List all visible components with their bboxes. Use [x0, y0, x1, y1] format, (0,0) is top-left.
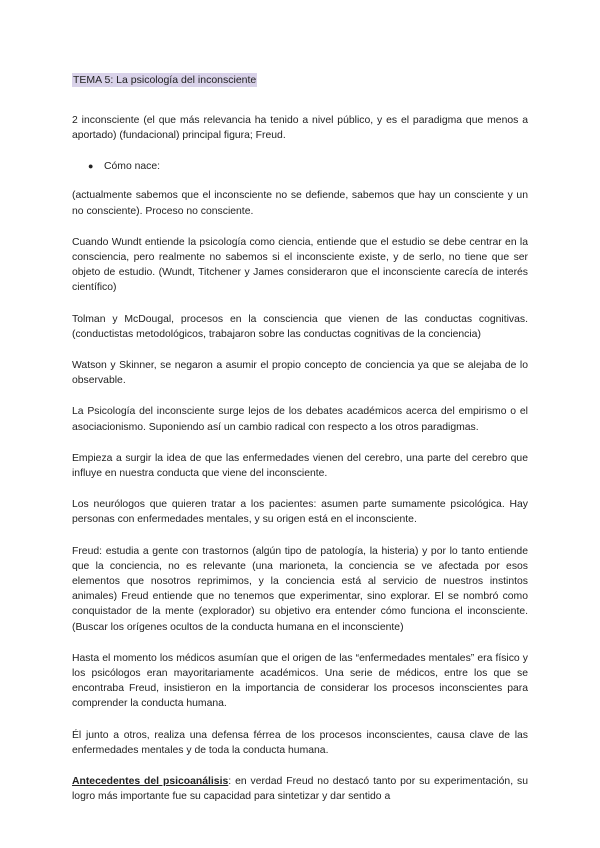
- paragraph: Él junto a otros, realiza una defensa férrea de los procesos inconscientes, causa clave de las enfermedades mentales y de toda la conducta humana.: [72, 729, 528, 756]
- paragraph: (actualmente sabemos que el inconsciente no se defiende, sabemos que hay un consciente y un no consciente). Proceso no consciente.: [72, 190, 528, 217]
- list-item: [88, 159, 528, 174]
- paragraph: Freud: estudia a gente con trastornos (algún tipo de patología, la histeria) y por lo tanto entiende que la conciencia, no es relevante (una marioneta, la conciencia se ve afectada por esos elementos que nosotros reprimimos, y la conciencia está al servicio de nuestros instintos animales) Freud entiende que no tenemos que experimentar, sino explorar. El se nombró como conquistador de la mente (explorador) su objetivo era entender cómo funciona el inconsciente. (Buscar los orígenes ocultos de la conducta humana en el inconsciente): [72, 545, 528, 633]
- paragraph: Watson y Skinner, se negaron a asumir el propio concepto de conciencia ya que se alejaba de lo observable.: [72, 360, 528, 387]
- paragraph: Cuando Wundt entiende la psicología como ciencia, entiende que el estudio se debe centrar en la consciencia, pero realmente no sabemos si el inconsciente existe, y de serlo, no tiene que ser objeto de estudio. (Wundt, Titchener y James consideraron que el inconsciente carecía de interés científico): [72, 236, 528, 294]
- bullet-list: [72, 159, 528, 174]
- intro-paragraph: 2 inconsciente (el que más relevancia ha tenido a nivel público, y es el paradigma que menos a aportado) (fundacional) principal figura; Freud.: [72, 115, 528, 142]
- paragraph: Empieza a surgir la idea de que las enfermedades vienen del cerebro, una parte del cerebro que influye en nuestra conducta que viene del inconsciente.: [72, 452, 528, 480]
- paragraph: Los neurólogos que quieren tratar a los pacientes: asumen parte sumamente psicológica. Hay personas con enfermedades mentales, y su origen está en el inconsciente.: [72, 499, 528, 526]
- section-text: : en verdad Freud no destacó tanto por su experimentación, su logro más importante fue su capacidad para sintetizar y dar sentido a: [72, 776, 528, 803]
- paragraph: Tolman y McDougal, procesos en la consciencia que vienen de las conductas cognitivas. (conductistas metodológicos, trabajaron sobre las conductas cognitivas de la conciencia): [72, 313, 528, 340]
- section-heading: Antecedentes del psicoanálisis: [72, 776, 229, 788]
- paragraph: Hasta el momento los médicos asumían que el origen de las “enfermedades mentales” era físico y los psicólogos eran mayoritariamente académicos. Una serie de médicos, entre los que se encontraba Freud, insistieron en la importancia de considerar los procesos inconscientes para comprender la conducta humana.: [72, 652, 528, 710]
- last-paragraph: [72, 774, 528, 804]
- paragraph: La Psicología del inconsciente surge lejos de los debates académicos acerca del empirismo o el asociacionismo. Suponiendo así un cambio radical con respecto a los otros paradigmas.: [72, 406, 528, 433]
- bullet-icon: ●: [88, 161, 94, 172]
- document-title: TEMA 5: La psicología del inconsciente: [73, 74, 257, 86]
- bullet-text: Cómo nace:: [104, 161, 161, 173]
